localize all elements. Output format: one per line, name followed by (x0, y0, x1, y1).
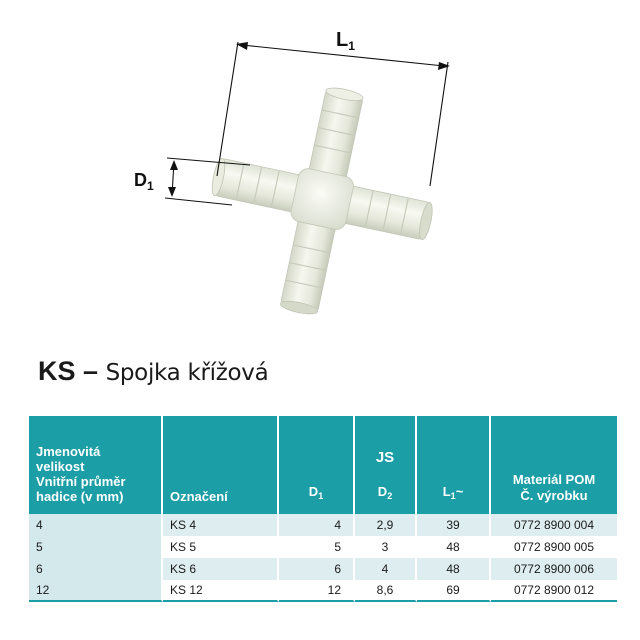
header-group-js: JS (375, 449, 395, 466)
cross-connector-image (190, 66, 455, 335)
cell-d2: 4 (355, 558, 417, 580)
table-row (29, 514, 617, 536)
cell-l1: 48 (417, 536, 491, 558)
header-size-line4: hadice (v mm) (36, 489, 124, 504)
cell-l1: 39 (417, 514, 491, 536)
table-row (29, 580, 617, 602)
header-size-line1: Jmenovitá (36, 444, 101, 459)
cell-designation: KS 5 (163, 536, 279, 558)
cell-designation: KS 6 (163, 558, 279, 580)
cell-designation: KS 4 (163, 514, 279, 536)
header-size-line2: velikost (36, 459, 85, 474)
header-d1: $D_1$ (279, 416, 355, 514)
cell-l1: 69 (417, 580, 491, 602)
cell-catalog: 0772 8900 004 (491, 514, 617, 536)
header-size (29, 416, 163, 514)
cell-d1: 4 (279, 514, 355, 536)
table-row (29, 536, 617, 558)
cell-catalog: 0772 8900 006 (491, 558, 617, 580)
spec-table (29, 416, 617, 602)
cell-size: 12 (29, 580, 163, 602)
product-code: KS (38, 356, 76, 386)
cell-designation: KS 12 (163, 580, 279, 602)
cell-d2: 8,6 (355, 580, 417, 602)
cell-catalog: 0772 8900 012 (491, 580, 617, 602)
cell-l1: 48 (417, 558, 491, 580)
spec-table-header (29, 416, 617, 514)
dimension-diameter-label: $D_1$ (134, 170, 154, 193)
cell-d2: 3 (355, 536, 417, 558)
title-dash: – (83, 356, 99, 386)
cell-catalog: 0772 8900 005 (491, 536, 617, 558)
cell-size: 6 (29, 558, 163, 580)
header-material (491, 416, 617, 514)
product-name: Spojka křížová (105, 360, 269, 386)
header-l1: $L_1\sim$ (417, 416, 491, 514)
cell-d2: 2,9 (355, 514, 417, 536)
cell-size: 4 (29, 514, 163, 536)
dimension-length-label: $L_1$ (336, 29, 355, 53)
cell-d1: 12 (279, 580, 355, 602)
header-material-line1: Materiál POM (512, 472, 596, 487)
table-row (29, 558, 617, 580)
cell-d1: 5 (279, 536, 355, 558)
header-designation: Označení (163, 416, 279, 514)
cell-size: 5 (29, 536, 163, 558)
cell-d1: 6 (279, 558, 355, 580)
header-size-line3: Vnitřní průměr (36, 474, 126, 489)
product-title (38, 354, 268, 390)
header-d2: JS $D_2$ (355, 416, 417, 514)
header-material-line2: Č. výrobku (520, 488, 588, 503)
